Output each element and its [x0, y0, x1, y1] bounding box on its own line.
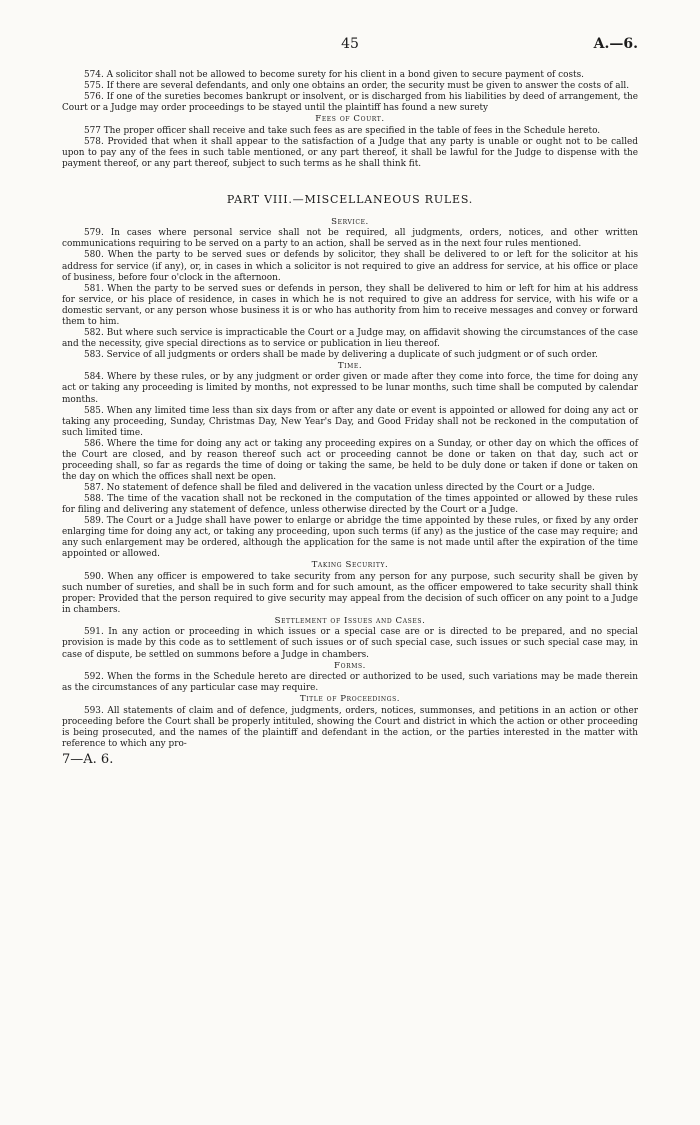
- body-text: [62, 70, 638, 750]
- page-number: 45: [341, 36, 359, 52]
- paragraph: 576. If one of the sureties becomes bankrupt or insolvent, or is discharged from his liabilities by deed of arrangement, the Court or a Judge may order proceedings to be stayed until the plaintiff has found a new surety: [62, 92, 638, 114]
- paragraph: 574. A solicitor shall not be allowed to become surety for his client in a bond given to secure payment of costs.: [84, 70, 584, 80]
- paragraph: 583. Service of all judgments or orders shall be made by delivering a duplicate of such judgment or of such order.: [84, 349, 598, 360]
- paragraph: 582. But where such service is impracticable the Court or a Judge may, on affidavit showing the circumstances of the case and the necessity, give special directions as to service or publication in lieu thereof.: [62, 327, 638, 349]
- paragraph: 578. Provided that when it shall appear to the satisfaction of a Judge that any party is unable or ought not to be called upon to pay any of the fees in such table mentioned, or any part thereof, it shall be lawful for the Judge to dispense with the payment thereof, or any part thereof, subject to such terms as he shall think fit.: [62, 136, 638, 169]
- paragraph: 592. When the forms in the Schedule hereto are directed or authorized to be used, such variations may be made therein as the circumstances of any particular case may require.: [62, 672, 638, 694]
- document-reference: A.—6.: [593, 36, 638, 52]
- paragraph: 589. The Court or a Judge shall have power to enlarge or abridge the time appointed by these rules, or fixed by any order enlarging time for doing any act, or taking any proceeding, upon such terms (if any) as the justice of the case may require; and any such enlargement may be ordered, although the application for the same is not made until after the expiration of the time appointed or allowed.: [62, 516, 638, 560]
- paragraph: 587. No statement of defence shall be filed and delivered in the vacation unless directed by the Court or a Judge.: [84, 482, 595, 493]
- section-heading: Service.: [331, 216, 369, 227]
- paragraph: 588. The time of the vacation shall not be reckoned in the computation of the times appointed or allowed by these rules for filing and delivering any statement of defence, unless otherwise directed by the Court or a Judge.: [62, 493, 638, 515]
- section-heading: Taking Security.: [311, 560, 389, 571]
- paragraph: 584. Where by these rules, or by any judgment or order given or made after they come into force, the time for doing any act or taking any proceeding is limited by months, not expressed to be lunar months, such time shall be computed by calendar months.: [62, 372, 638, 405]
- paragraph: 585. When any limited time less than six days from or after any date or event is appointed or allowed for doing any act or taking any proceeding, Sunday, Christmas Day, New Year's Day, and Good Friday shall not be reckoned in the computation of such limited time.: [62, 405, 638, 438]
- paragraph: 591. In any action or proceeding in which issues or a special case are or is directed to be prepared, and no special provision is made by this code as to settlement of such issues or of such special case, such issues or such special case may, in case of dispute, be settled on summons before a Judge in chambers.: [62, 627, 638, 660]
- paragraph: 581. When the party to be served sues or defends in person, they shall be delivered to him or left for him at his address for service, or his place of residence, in cases in which he is not required to give an address for service, with his wife or a domestic servant, or any person whose business it is or who has authority from him to receive messages and convey or forward them to him.: [62, 283, 638, 327]
- page-header: [62, 36, 638, 70]
- section-heading: Title of Proceedings.: [299, 694, 401, 705]
- paragraph: 580. When the party to be served sues or defends by solicitor, they shall be delivered to or left for the solicitor at his address for service (if any), or, in cases in which a solicitor is not required to give an address for service, at his office or place of business, before four o'clock in the afternoon.: [62, 250, 638, 283]
- section-heading: Settlement of Issues and Cases.: [274, 615, 426, 626]
- paragraph: 579. In cases where personal service shall not be required, all judgments, orders, notices, and other written communications requiring to be served on a party to an action, shall be served as in the next four rules mentioned.: [62, 228, 638, 250]
- paragraph: 577 The proper officer shall receive and take such fees as are specified in the table of fees in the Schedule hereto.: [84, 125, 601, 136]
- paragraph: 593. All statements of claim and of defence, judgments, orders, notices, summonses, and petitions in an action or other proceeding before the Court shall be properly intituled, showing the Court and district in which the action or other proceeding is being prosecuted, and the names of the plaintiff and defendant in the action, or the parties interested in the matter with reference to which any pro-: [62, 705, 638, 749]
- paragraph: 586. Where the time for doing any act or taking any proceeding expires on a Sunday, or other day on which the offices of the Court are closed, and by reason thereof such act or proceeding cannot be done or taken on that day, such act or proceeding shall, so far as regards the time of doing or taking the same, be held to be duly done or taken if done or taken on the day on which the offices shall next be open.: [62, 438, 638, 482]
- printer-signature: 7—A. 6.: [62, 751, 114, 767]
- part-heading: PART VIII.—MISCELLANEOUS RULES.: [226, 192, 474, 206]
- paragraph: 590. When any officer is empowered to take security from any person for any purpose, such security shall be given by such number of sureties, and shall be in such form and for such amount, as the officer empowered to take security shall think proper: Provided that the person required to give security may appeal from the decision of such officer on any point to a Judge in chambers.: [62, 571, 638, 615]
- section-heading: Time.: [337, 360, 363, 371]
- section-heading: Forms.: [334, 660, 366, 671]
- section-heading: Fees of Court.: [315, 114, 385, 125]
- paragraph: 575. If there are several defendants, and only one obtains an order, the security must be given to answer the costs of all.: [84, 81, 630, 92]
